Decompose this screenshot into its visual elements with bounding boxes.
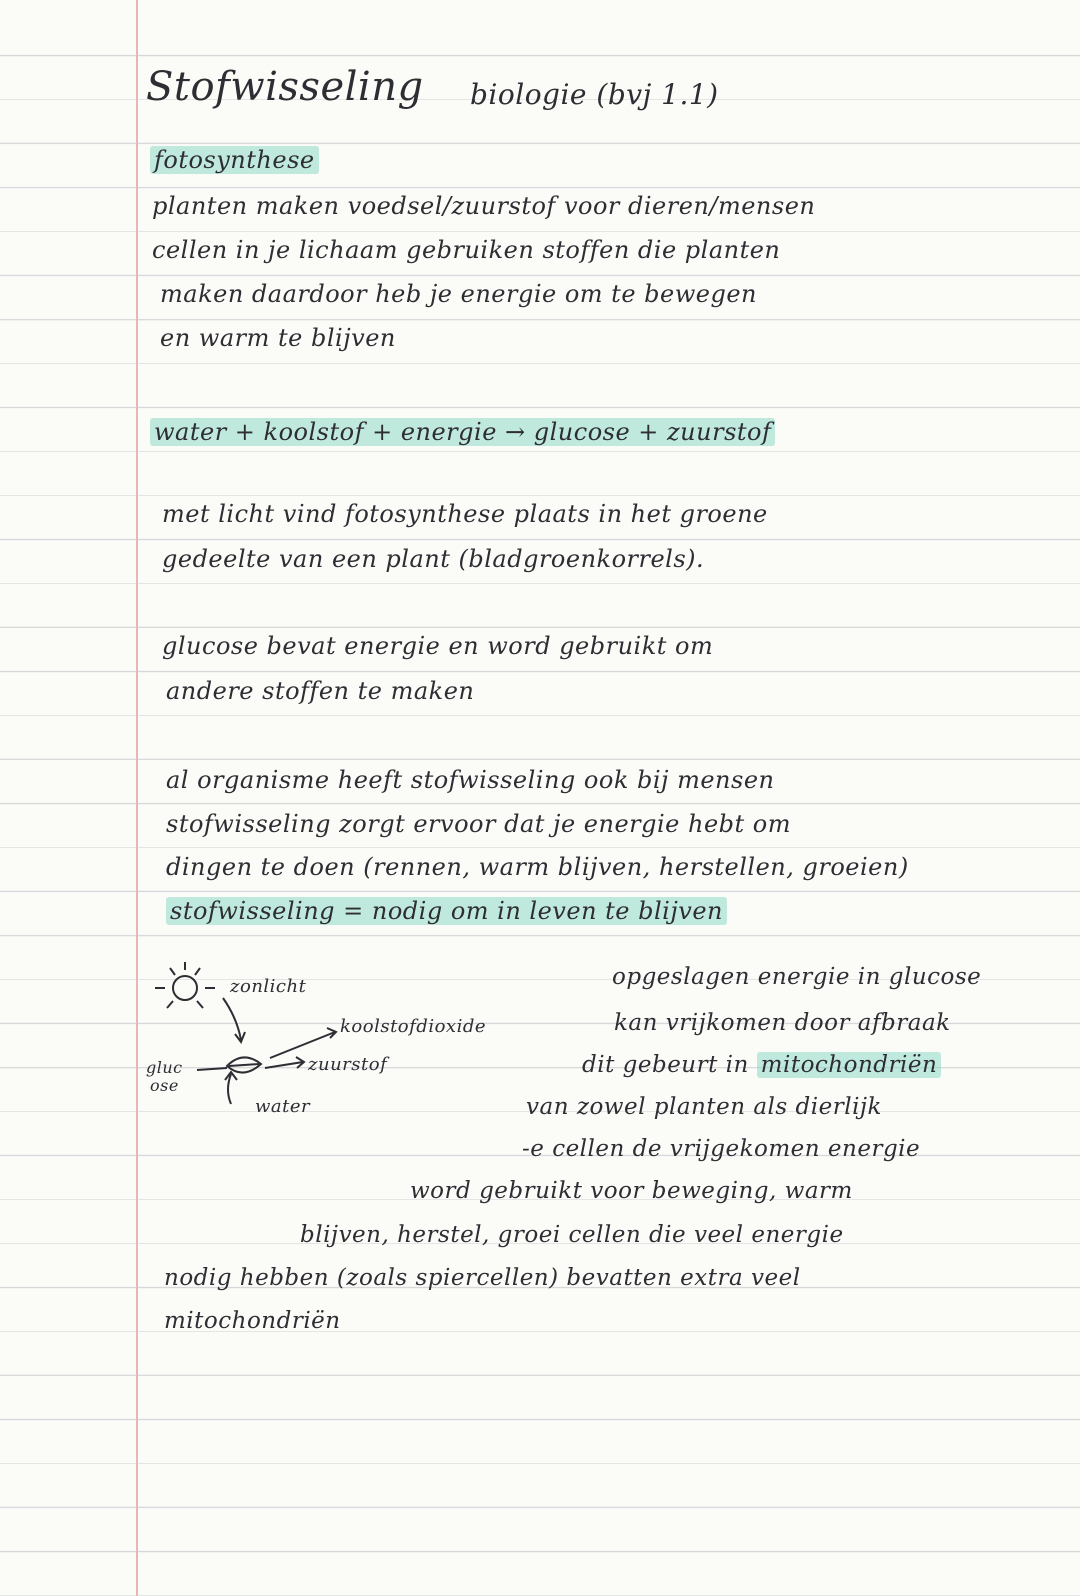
stofwisseling-highlight: stofwisseling = nodig om in leven te blijven bbox=[166, 897, 727, 925]
heading-fotosynthese: fotosynthese bbox=[150, 146, 319, 174]
water-arrow bbox=[228, 1074, 231, 1104]
right-line-2: kan vrijkomen door afbraak bbox=[614, 1010, 951, 1036]
label-glucose-part2: ose bbox=[150, 1076, 179, 1095]
photosynthesis-diagram bbox=[145, 958, 505, 1148]
page-subtitle: biologie (bvj 1.1) bbox=[470, 78, 719, 111]
para2-line-1: met licht vind fotosynthese plaats in het groene bbox=[162, 500, 768, 528]
mitochondrien-highlight: mitochondriën bbox=[757, 1052, 942, 1078]
right-line-8: nodig hebben (zoals spiercellen) bevatten extra veel bbox=[164, 1265, 801, 1291]
para3-line-2: andere stoffen te maken bbox=[166, 677, 475, 705]
margin-line bbox=[136, 0, 138, 1596]
label-water: water bbox=[255, 1096, 311, 1117]
right-line-3: dit gebeurt in bbox=[582, 1052, 749, 1078]
formula-highlight: water + koolstof + energie → glucose + zuurstof bbox=[150, 418, 775, 446]
para4-line-1: al organisme heeft stofwisseling ook bij mensen bbox=[166, 766, 775, 794]
right-line-1: opgeslagen energie in glucose bbox=[612, 964, 982, 990]
para1-line-4: en warm te blijven bbox=[160, 324, 396, 352]
label-zonlicht: zonlicht bbox=[230, 976, 307, 997]
sun-icon bbox=[155, 962, 215, 1008]
right-line-7: blijven, herstel, groei cellen die veel energie bbox=[300, 1222, 844, 1248]
page-title: Stofwisseling bbox=[146, 64, 424, 110]
para3-line-1: glucose bevat energie en word gebruikt om bbox=[162, 632, 714, 660]
sunlight-arrow bbox=[223, 998, 241, 1040]
glucose-arrow bbox=[197, 1068, 227, 1070]
para1-line-3: maken daardoor heb je energie om te bewegen bbox=[160, 280, 757, 308]
leaf-icon bbox=[227, 1057, 261, 1072]
right-line-9: mitochondriën bbox=[164, 1308, 341, 1334]
right-line-5: -e cellen de vrijgekomen energie bbox=[522, 1136, 921, 1162]
label-koolstofdioxide: koolstofdioxide bbox=[340, 1016, 487, 1037]
para1-line-2: cellen in je lichaam gebruiken stoffen die planten bbox=[152, 236, 781, 264]
para4-line-3: dingen te doen (rennen, warm blijven, herstellen, groeien) bbox=[166, 853, 909, 881]
label-glucose-part1: gluc bbox=[146, 1058, 183, 1077]
right-line-6: word gebruikt voor beweging, warm bbox=[410, 1178, 853, 1204]
para4-line-2: stofwisseling zorgt ervoor dat je energie hebt om bbox=[166, 810, 792, 838]
para1-line-1: planten maken voedsel/zuurstof voor dieren/mensen bbox=[152, 192, 816, 220]
para2-line-2: gedeelte van een plant (bladgroenkorrels). bbox=[162, 545, 705, 573]
right-line-4: van zowel planten als dierlijk bbox=[526, 1094, 882, 1120]
label-zuurstof: zuurstof bbox=[308, 1054, 388, 1075]
